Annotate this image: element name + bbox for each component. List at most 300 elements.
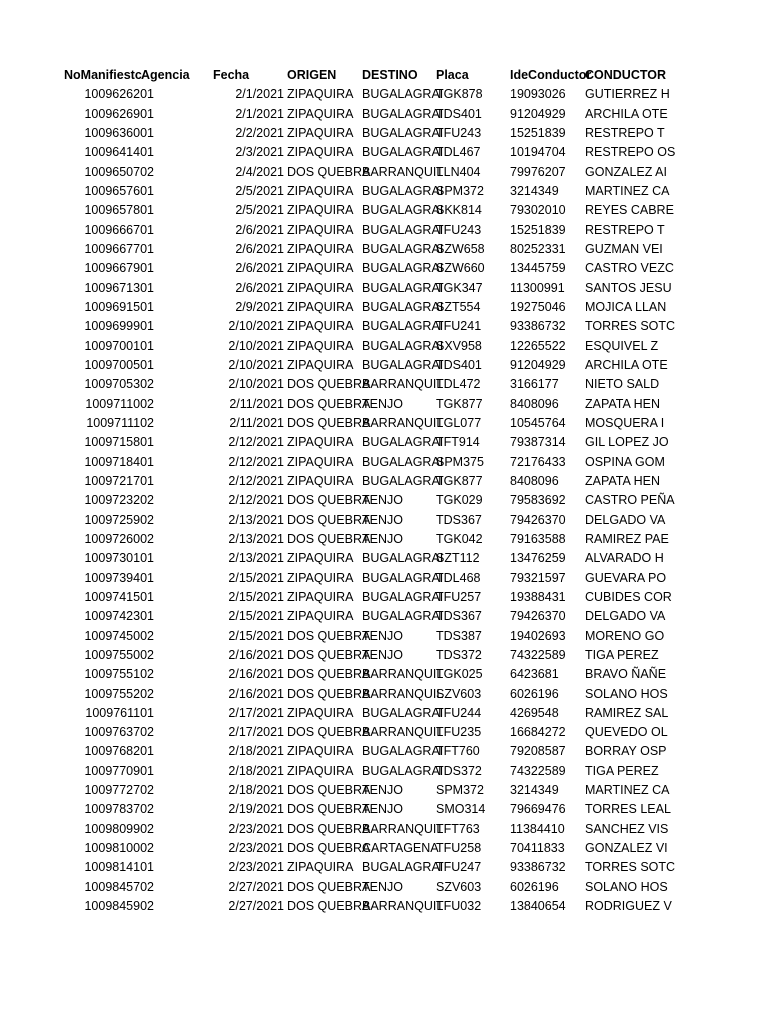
cell-destino: BARRANQUIL <box>362 164 444 179</box>
cell-conductor: ESQUIVEL Z <box>585 338 659 353</box>
cell-origen: DOS QUEBRA <box>287 415 371 430</box>
cell-nomanifiesto: 1009666701 <box>84 222 154 237</box>
cell-destino: TENJO <box>362 802 403 817</box>
cell-nomanifiesto: 1009763702 <box>84 725 154 740</box>
cell-fecha: 2/16/2021 <box>228 686 284 701</box>
cell-fecha: 2/6/2021 <box>235 241 284 256</box>
table-row <box>0 646 768 665</box>
cell-fecha: 2/3/2021 <box>235 145 284 160</box>
table-row <box>0 665 768 684</box>
cell-fecha: 2/9/2021 <box>235 299 284 314</box>
cell-conductor: CASTRO PEÑA <box>585 493 675 508</box>
cell-conductor: MARTINEZ CA <box>585 183 670 198</box>
cell-destino: BUGALAGRAI <box>362 222 444 237</box>
cell-ideconductor: 91204929 <box>510 357 566 372</box>
cell-origen: DOS QUEBRA <box>287 783 371 798</box>
cell-placa: SZV603 <box>436 879 482 894</box>
cell-fecha: 2/11/2021 <box>229 415 284 430</box>
cell-fecha: 2/10/2021 <box>228 338 284 353</box>
cell-conductor: TIGA PEREZ <box>585 763 659 778</box>
cell-conductor: DELGADO VA <box>585 609 666 624</box>
table-row <box>0 105 768 124</box>
cell-conductor: GONZALEZ AI <box>585 164 667 179</box>
cell-placa: SZT112 <box>436 551 480 566</box>
cell-destino: BUGALAGRAI <box>362 203 444 218</box>
cell-nomanifiesto: 1009845702 <box>84 879 154 894</box>
cell-nomanifiesto: 1009721701 <box>84 473 154 488</box>
cell-placa: SPM372 <box>436 783 484 798</box>
cell-origen: DOS QUEBRA <box>287 879 371 894</box>
cell-conductor: RESTREPO T <box>585 125 665 140</box>
table-row <box>0 878 768 897</box>
cell-ideconductor: 79976207 <box>510 164 566 179</box>
cell-conductor: TORRES SOTC <box>585 319 676 334</box>
cell-destino: TENJO <box>362 493 403 508</box>
cell-placa: TFU243 <box>436 222 482 237</box>
cell-destino: BUGALAGRAI <box>362 319 444 334</box>
cell-fecha: 2/16/2021 <box>228 647 284 662</box>
cell-conductor: MARTINEZ CA <box>585 783 670 798</box>
cell-nomanifiesto: 1009814101 <box>84 860 154 875</box>
cell-fecha: 2/1/2021 <box>235 87 284 102</box>
cell-nomanifiesto: 1009742301 <box>84 609 154 624</box>
cell-destino: BARRANQUIL <box>362 899 444 914</box>
cell-nomanifiesto: 1009755002 <box>84 647 154 662</box>
cell-ideconductor: 79208587 <box>510 744 566 759</box>
cell-nomanifiesto: 1009667701 <box>84 241 154 256</box>
cell-destino: BUGALAGRAI <box>362 261 444 276</box>
cell-nomanifiesto: 1009755102 <box>84 667 154 682</box>
cell-origen: ZIPAQUIRA <box>287 145 354 160</box>
cell-placa: TDS401 <box>436 357 482 372</box>
cell-placa: TGL077 <box>436 415 482 430</box>
header-nomanifiesto: NoManifiestc <box>64 68 142 82</box>
cell-placa: TFT914 <box>436 435 480 450</box>
cell-conductor: GUTIERREZ H <box>585 87 670 102</box>
cell-destino: BUGALAGRAI <box>362 183 444 198</box>
table-row <box>0 163 768 182</box>
cell-destino: BUGALAGRAI <box>362 106 444 121</box>
cell-placa: TGK347 <box>436 280 483 295</box>
table-row <box>0 317 768 336</box>
cell-placa: TDS372 <box>436 647 482 662</box>
cell-nomanifiesto: 1009650702 <box>84 164 154 179</box>
cell-destino: TENJO <box>362 531 403 546</box>
cell-conductor: RESTREPO T <box>585 222 665 237</box>
cell-destino: BUGALAGRAI <box>362 744 444 759</box>
cell-placa: TDS367 <box>436 609 482 624</box>
cell-ideconductor: 79426370 <box>510 512 566 527</box>
cell-ideconductor: 6423681 <box>510 667 559 682</box>
cell-origen: ZIPAQUIRA <box>287 261 354 276</box>
cell-nomanifiesto: 1009636001 <box>84 125 154 140</box>
cell-nomanifiesto: 1009761101 <box>85 705 154 720</box>
cell-origen: DOS QUEBRA <box>287 686 371 701</box>
cell-destino: BUGALAGRAI <box>362 473 444 488</box>
cell-conductor: SOLANO HOS <box>585 879 668 894</box>
cell-origen: DOS QUEBRA <box>287 512 371 527</box>
cell-placa: SKK814 <box>436 203 482 218</box>
cell-ideconductor: 6026196 <box>510 879 559 894</box>
cell-fecha: 2/18/2021 <box>228 763 284 778</box>
cell-fecha: 2/19/2021 <box>228 802 284 817</box>
cell-conductor: MORENO GO <box>585 628 665 643</box>
cell-origen: ZIPAQUIRA <box>287 319 354 334</box>
header-fecha: Fecha <box>213 68 250 82</box>
table-row <box>0 221 768 240</box>
table-row <box>0 395 768 414</box>
cell-conductor: GONZALEZ VI <box>585 841 668 856</box>
cell-conductor: DELGADO VA <box>585 512 666 527</box>
table-row <box>0 839 768 858</box>
cell-origen: ZIPAQUIRA <box>287 435 354 450</box>
cell-destino: BUGALAGRAI <box>362 357 444 372</box>
cell-conductor: ARCHILA OTE <box>585 357 668 372</box>
cell-fecha: 2/6/2021 <box>235 222 284 237</box>
cell-nomanifiesto: 1009667901 <box>84 261 154 276</box>
cell-destino: BARRANQUIL <box>362 377 444 392</box>
cell-ideconductor: 19093026 <box>510 87 566 102</box>
cell-placa: SZW660 <box>436 261 485 276</box>
cell-fecha: 2/18/2021 <box>228 783 284 798</box>
cell-destino: BUGALAGRAI <box>362 125 444 140</box>
cell-conductor: QUEVEDO OL <box>585 725 668 740</box>
cell-nomanifiesto: 1009705302 <box>84 377 154 392</box>
cell-fecha: 2/10/2021 <box>228 319 284 334</box>
cell-nomanifiesto: 1009726002 <box>84 531 154 546</box>
cell-origen: ZIPAQUIRA <box>287 203 354 218</box>
cell-destino: BUGALAGRAI <box>362 87 444 102</box>
cell-fecha: 2/1/2021 <box>235 106 284 121</box>
cell-placa: TGK029 <box>436 493 483 508</box>
cell-placa: TGK877 <box>436 473 483 488</box>
table-row <box>0 491 768 510</box>
cell-nomanifiesto: 1009715801 <box>84 435 154 450</box>
table-row <box>0 298 768 317</box>
table-row <box>0 375 768 394</box>
cell-fecha: 2/5/2021 <box>235 183 284 198</box>
cell-placa: TFU244 <box>436 705 482 720</box>
cell-origen: ZIPAQUIRA <box>287 589 354 604</box>
cell-nomanifiesto: 1009745002 <box>84 628 154 643</box>
cell-fecha: 2/13/2021 <box>228 551 284 566</box>
header-placa: Placa <box>436 68 469 82</box>
cell-fecha: 2/15/2021 <box>228 628 284 643</box>
cell-fecha: 2/6/2021 <box>235 280 284 295</box>
table-row <box>0 627 768 646</box>
cell-destino: TENJO <box>362 512 403 527</box>
cell-fecha: 2/27/2021 <box>228 879 284 894</box>
cell-placa: SZT554 <box>436 299 481 314</box>
cell-destino: TENJO <box>362 879 403 894</box>
cell-origen: ZIPAQUIRA <box>287 125 354 140</box>
table-row <box>0 858 768 877</box>
spreadsheet <box>0 66 768 916</box>
cell-destino: BUGALAGRAI <box>362 435 444 450</box>
cell-nomanifiesto: 1009845902 <box>84 899 154 914</box>
cell-conductor: ZAPATA HEN <box>585 396 661 411</box>
cell-destino: BUGALAGRAI <box>362 763 444 778</box>
cell-destino: BUGALAGRAI <box>362 145 444 160</box>
cell-ideconductor: 3214349 <box>510 183 559 198</box>
cell-ideconductor: 13445759 <box>510 261 566 276</box>
cell-origen: DOS QUEBRA <box>287 493 371 508</box>
cell-destino: CARTAGENA <box>362 841 439 856</box>
cell-conductor: GIL LOPEZ JO <box>585 435 669 450</box>
cell-ideconductor: 3166177 <box>510 377 559 392</box>
table-row <box>0 549 768 568</box>
cell-nomanifiesto: 1009768201 <box>84 744 154 759</box>
cell-origen: ZIPAQUIRA <box>287 357 354 372</box>
cell-nomanifiesto: 1009657801 <box>84 203 154 218</box>
cell-destino: BUGALAGRAI <box>362 860 444 875</box>
table-row <box>0 723 768 742</box>
cell-origen: DOS QUEBRA <box>287 396 371 411</box>
cell-ideconductor: 93386732 <box>510 860 566 875</box>
cell-ideconductor: 72176433 <box>510 454 566 469</box>
cell-fecha: 2/27/2021 <box>228 899 284 914</box>
cell-origen: DOS QUEBRA <box>287 531 371 546</box>
cell-destino: TENJO <box>362 783 403 798</box>
cell-origen: ZIPAQUIRA <box>287 106 354 121</box>
cell-nomanifiesto: 1009718401 <box>84 454 154 469</box>
cell-destino: TENJO <box>362 628 403 643</box>
cell-fecha: 2/23/2021 <box>228 860 284 875</box>
cell-origen: ZIPAQUIRA <box>287 551 354 566</box>
cell-fecha: 2/12/2021 <box>228 493 284 508</box>
cell-nomanifiesto: 1009755202 <box>84 686 154 701</box>
cell-origen: ZIPAQUIRA <box>287 473 354 488</box>
cell-ideconductor: 12265522 <box>510 338 566 353</box>
cell-nomanifiesto: 1009741501 <box>84 589 154 604</box>
cell-ideconductor: 74322589 <box>510 763 566 778</box>
cell-ideconductor: 80252331 <box>510 241 566 256</box>
cell-placa: SZW658 <box>436 241 485 256</box>
cell-conductor: ZAPATA HEN <box>585 473 661 488</box>
cell-origen: ZIPAQUIRA <box>287 299 354 314</box>
cell-destino: BUGALAGRAI <box>362 589 444 604</box>
table-row <box>0 85 768 104</box>
table-row <box>0 124 768 143</box>
header-conductor: CONDUCTOR <box>585 68 667 82</box>
cell-conductor: ARCHILA OTE <box>585 106 668 121</box>
table-row <box>0 472 768 491</box>
header-agencia: Agencia <box>141 68 190 82</box>
cell-destino: BARRANQUIL <box>362 686 444 701</box>
cell-destino: TENJO <box>362 647 403 662</box>
cell-nomanifiesto: 1009626201 <box>84 87 154 102</box>
cell-ideconductor: 13840654 <box>510 899 566 914</box>
cell-placa: TDL468 <box>436 570 481 585</box>
cell-fecha: 2/5/2021 <box>235 203 284 218</box>
cell-ideconductor: 79583692 <box>510 493 566 508</box>
cell-placa: SPM375 <box>436 454 484 469</box>
cell-conductor: MOJICA LLAN <box>585 299 667 314</box>
cell-conductor: CUBIDES COR <box>585 589 672 604</box>
cell-fecha: 2/2/2021 <box>235 125 284 140</box>
cell-ideconductor: 74322589 <box>510 647 566 662</box>
cell-nomanifiesto: 1009810002 <box>84 841 154 856</box>
cell-destino: BARRANQUIL <box>362 415 444 430</box>
cell-placa: TFT763 <box>436 821 480 836</box>
cell-nomanifiesto: 1009700501 <box>84 357 154 372</box>
cell-nomanifiesto: 1009772702 <box>84 783 154 798</box>
header-row <box>0 66 768 85</box>
cell-ideconductor: 8408096 <box>510 396 559 411</box>
cell-origen: ZIPAQUIRA <box>287 609 354 624</box>
cell-ideconductor: 79387314 <box>510 435 566 450</box>
cell-conductor: TORRES SOTC <box>585 860 676 875</box>
cell-nomanifiesto: 1009739401 <box>84 570 154 585</box>
table-row <box>0 356 768 375</box>
cell-destino: BARRANQUIL <box>362 725 444 740</box>
cell-nomanifiesto: 1009711102 <box>86 415 154 430</box>
cell-placa: TGK878 <box>436 87 483 102</box>
cell-origen: DOS QUEBRA <box>287 647 371 662</box>
cell-nomanifiesto: 1009626901 <box>84 106 154 121</box>
header-destino: DESTINO <box>362 68 418 82</box>
cell-fecha: 2/16/2021 <box>228 667 284 682</box>
cell-fecha: 2/17/2021 <box>228 725 284 740</box>
cell-conductor: RODRIGUEZ V <box>585 899 672 914</box>
table-row <box>0 143 768 162</box>
cell-destino: BUGALAGRAI <box>362 299 444 314</box>
cell-placa: TFU235 <box>436 725 482 740</box>
cell-fecha: 2/17/2021 <box>228 705 284 720</box>
cell-ideconductor: 10545764 <box>510 415 566 430</box>
cell-destino: BUGALAGRAI <box>362 609 444 624</box>
header-ideconductor: IdeConductor <box>510 68 592 82</box>
cell-nomanifiesto: 1009711002 <box>85 396 154 411</box>
cell-ideconductor: 19402693 <box>510 628 566 643</box>
cell-ideconductor: 19388431 <box>510 589 566 604</box>
cell-fecha: 2/10/2021 <box>228 377 284 392</box>
table-row <box>0 607 768 626</box>
cell-nomanifiesto: 1009671301 <box>84 280 154 295</box>
cell-origen: ZIPAQUIRA <box>287 241 354 256</box>
cell-placa: TDS387 <box>436 628 482 643</box>
cell-fecha: 2/13/2021 <box>228 531 284 546</box>
cell-placa: TLN404 <box>436 164 481 179</box>
cell-origen: ZIPAQUIRA <box>287 87 354 102</box>
table-row <box>0 337 768 356</box>
cell-fecha: 2/15/2021 <box>228 570 284 585</box>
cell-destino: BUGALAGRAI <box>362 338 444 353</box>
table-row <box>0 259 768 278</box>
table-row <box>0 685 768 704</box>
cell-placa: SZV603 <box>436 686 482 701</box>
table-row <box>0 433 768 452</box>
cell-conductor: OSPINA GOM <box>585 454 665 469</box>
cell-conductor: TIGA PEREZ <box>585 647 659 662</box>
cell-placa: TGK877 <box>436 396 483 411</box>
cell-nomanifiesto: 1009783702 <box>84 802 154 817</box>
cell-placa: TFU257 <box>436 589 482 604</box>
cell-origen: DOS QUEBRA <box>287 164 371 179</box>
table-row <box>0 820 768 839</box>
cell-conductor: GUZMAN VEI <box>585 241 663 256</box>
table-row <box>0 781 768 800</box>
cell-placa: TDL472 <box>436 377 481 392</box>
cell-conductor: RAMIREZ SAL <box>585 705 669 720</box>
cell-origen: ZIPAQUIRA <box>287 763 354 778</box>
cell-conductor: CASTRO VEZC <box>585 261 674 276</box>
cell-origen: ZIPAQUIRA <box>287 183 354 198</box>
cell-conductor: SOLANO HOS <box>585 686 668 701</box>
cell-fecha: 2/11/2021 <box>229 396 284 411</box>
cell-conductor: BORRAY OSP <box>585 744 667 759</box>
table-row <box>0 414 768 433</box>
table-row <box>0 704 768 723</box>
cell-ideconductor: 15251839 <box>510 125 566 140</box>
cell-ideconductor: 4269548 <box>510 705 559 720</box>
cell-placa: TDS401 <box>436 106 482 121</box>
cell-origen: DOS QUEBRA <box>287 667 371 682</box>
cell-ideconductor: 13476259 <box>510 551 566 566</box>
table-row <box>0 182 768 201</box>
cell-ideconductor: 93386732 <box>510 319 566 334</box>
cell-origen: ZIPAQUIRA <box>287 860 354 875</box>
cell-fecha: 2/10/2021 <box>228 357 284 372</box>
table-row <box>0 762 768 781</box>
cell-conductor: REYES CABRE <box>585 203 674 218</box>
cell-placa: TDS372 <box>436 763 482 778</box>
cell-nomanifiesto: 1009770901 <box>84 763 154 778</box>
cell-destino: BUGALAGRAI <box>362 241 444 256</box>
cell-ideconductor: 91204929 <box>510 106 566 121</box>
cell-conductor: RESTREPO OS <box>585 145 676 160</box>
cell-ideconductor: 15251839 <box>510 222 566 237</box>
cell-ideconductor: 19275046 <box>510 299 566 314</box>
table-row <box>0 569 768 588</box>
cell-destino: BARRANQUIL <box>362 821 444 836</box>
cell-fecha: 2/12/2021 <box>228 435 284 450</box>
cell-fecha: 2/12/2021 <box>228 454 284 469</box>
cell-placa: TGK025 <box>436 667 483 682</box>
table-row <box>0 453 768 472</box>
cell-ideconductor: 11300991 <box>510 280 565 295</box>
table-row <box>0 800 768 819</box>
table-row <box>0 279 768 298</box>
table-body <box>0 85 768 916</box>
cell-origen: DOS QUEBRA <box>287 841 371 856</box>
cell-origen: ZIPAQUIRA <box>287 454 354 469</box>
cell-placa: SXV958 <box>436 338 482 353</box>
cell-ideconductor: 3214349 <box>510 783 559 798</box>
cell-placa: SPM372 <box>436 183 484 198</box>
cell-fecha: 2/12/2021 <box>228 473 284 488</box>
cell-ideconductor: 79163588 <box>510 531 566 546</box>
cell-placa: TFU258 <box>436 841 482 856</box>
cell-nomanifiesto: 1009700101 <box>84 338 154 353</box>
cell-destino: BUGALAGRAI <box>362 280 444 295</box>
cell-nomanifiesto: 1009691501 <box>84 299 154 314</box>
cell-destino: BUGALAGRAI <box>362 705 444 720</box>
cell-fecha: 2/18/2021 <box>228 744 284 759</box>
cell-origen: ZIPAQUIRA <box>287 222 354 237</box>
cell-nomanifiesto: 1009730101 <box>84 551 154 566</box>
cell-conductor: SANTOS JESU <box>585 280 672 295</box>
table-row <box>0 588 768 607</box>
cell-origen: DOS QUEBRA <box>287 725 371 740</box>
cell-fecha: 2/15/2021 <box>228 609 284 624</box>
cell-nomanifiesto: 1009641401 <box>84 145 154 160</box>
cell-conductor: GUEVARA PO <box>585 570 667 585</box>
cell-origen: ZIPAQUIRA <box>287 570 354 585</box>
cell-origen: ZIPAQUIRA <box>287 744 354 759</box>
header-origen: ORIGEN <box>287 68 337 82</box>
cell-conductor: RAMIREZ PAE <box>585 531 669 546</box>
